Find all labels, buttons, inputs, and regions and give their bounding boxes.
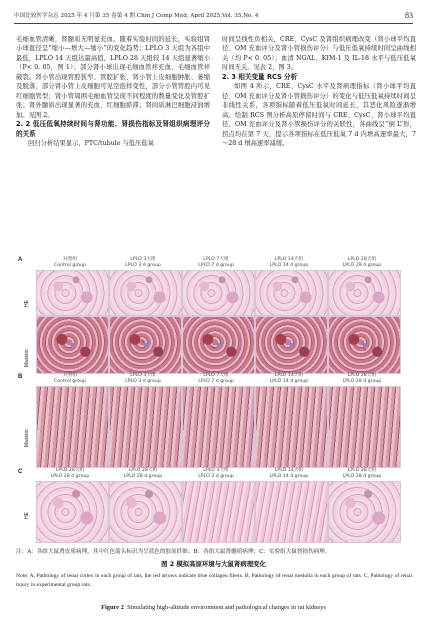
section-heading-2-3: 2. 3 相关变量 RCS 分析 — [222, 72, 298, 81]
section-heading-2-2: 2. 2 低压低氧持续时间与肾功能、肾损伤指标及肾组织病理评分的关系 — [16, 120, 210, 138]
micrograph-injury-2 — [109, 481, 182, 543]
micrograph-he-7d — [182, 270, 255, 316]
left-paragraph-1: 毛细血管清晰，肾髓质无明显充血。随着实验时间的延长，实验组肾小球直径呈“缩小—增大—缩小”的变化趋势；LPLO 3 天组为各组中最低，LPLO 14 天组达最高值，LPLO 28 天组较 14 天组显著缩小（P< 0. 05，图 1）；部分肾小球出现毛细血管袢充血、毛细血管袢破裂。肾小管出现管腔狭窄、管腔扩张、肾小管上皮细胞肿胀、萎缩及脱落，部分肾小管上皮细胞可见空泡样变性，部分小管管腔内可见红细胞管型；肾小管周围毛细血管呈现不同程度的数量变化及管腔扩张；肾外髓质出现显著的充血，红细胞瘀滞；肾间质淋巴细胞浸润增加。见图 2。 — [16, 36, 210, 119]
row-label-masson: Masson — [24, 349, 30, 367]
figure-note-en: Note. A, Pathology of renal cortex in each group of rats, the red arrows indicate blue collagen fibers. B, Pathology of renal medulla in each group of rats. C, Pathology of renal injury in experimental group rats. — [16, 573, 412, 588]
micrograph-he-3d — [109, 270, 182, 316]
figure-caption-en — [0, 604, 427, 611]
micrograph-he-control — [36, 270, 109, 316]
red-arrow-icon: ➘ — [362, 346, 368, 353]
row-label-he: HE — [24, 300, 30, 307]
col-header: LPLO 14天组 LPLO 14 d group — [269, 257, 309, 268]
micrograph-injury-4 — [255, 481, 328, 543]
right-column — [222, 35, 416, 149]
micrograph-medulla-14d — [255, 386, 328, 468]
right-paragraph-1: 时间呈线性负相关，CRE、CysC 及肾组织病理改变（肾小球平均直径、OM 充血评分及肾小管损伤评分）与低压低氧持续时间呈曲线相关（均 P< 0. 05）；血清 NGAL、KIM-1 及 IL-18 水平与低压低氧时间无关。见表 2，图 3。 — [222, 36, 416, 72]
figure-title-en: Simulating high-altitude environment and pathological changes in rat kidneys — [127, 604, 326, 611]
header-rule — [14, 23, 413, 24]
page-number: 83 — [405, 10, 413, 20]
figure-number: Figure 2 — [101, 604, 124, 611]
micrograph-he-28d — [328, 270, 401, 316]
row-label-masson-b: Masson — [24, 429, 30, 447]
micrograph-medulla-28d — [328, 386, 401, 468]
micrograph-medulla-7d — [182, 386, 255, 468]
micrograph-injury-3 — [182, 481, 255, 543]
right-paragraph-2: 如图 4 所示，CRE、CysC 水平及肾病理指标（肾小球平均直径、OM 充血评分及肾小管损伤评分）的变化与低压低氧持续时间呈非线性关系，各项指标随着低压低氧时间延长，其恶化风险逐渐增高。绘制 RCS 图分析高原停留时间与 CRE、CysC、肾小球平均直径、OM 充血评分及肾小管损伤评分的关联性，各曲线呈“倒 L”形，拐点均在第 7 天，提示各项指标在低压低氧 7 d 内增高速率最大，7～28 d 增高速率减缓。 — [222, 83, 416, 148]
col-header: LPLO 28天组 LPLO 28 d group — [123, 468, 163, 479]
micrograph-he-14d — [255, 270, 328, 316]
col-header: LPLO 28天组 LPLO 28 d group — [342, 257, 382, 268]
running-header — [14, 9, 413, 21]
journal-info: 中国比较医学杂志 2025 年 4 月第 35 卷第 4 期 Chin J Comp Med, April 2025,Vol. 35,No. 4 — [14, 13, 259, 19]
col-header: LPLO 14天组 LPLO 14 d group — [269, 373, 309, 384]
micrograph-medulla-control — [36, 386, 109, 468]
panel-a-label: A — [18, 257, 23, 263]
left-paragraph-2: 回归分析结果显示，PTC/tubule 与低压低氧 — [28, 140, 154, 148]
panel-c-label: C — [18, 469, 23, 475]
col-header: LPLO 14天组 LPLO 14 d group — [269, 468, 309, 479]
red-arrow-icon: ➘ — [211, 344, 217, 351]
col-header: LPLO 28天组 LPLO 28 d group — [342, 468, 382, 479]
col-header: LPLO 3天组 LPLO 3 d group — [125, 373, 161, 384]
figure-caption-cn: 图 2 模拟高原环境与大鼠肾病理变化 — [161, 560, 266, 568]
micrograph-medulla-3d — [109, 386, 182, 468]
micrograph-injury-5 — [328, 481, 401, 543]
row-label-he-c: HE — [24, 512, 30, 519]
col-header: 对照组 Control group — [53, 257, 87, 268]
figure-note-cn: 注：A：各组大鼠肾皮质病理，其中红色箭头标识为呈蓝色的胶原纤维；B：各组大鼠肾髓质病理；C：实验组大鼠肾损伤病理。 — [16, 549, 331, 555]
col-header: LPLO 7天组 LPLO 7 d group — [198, 373, 234, 384]
col-header: LPLO 3天组 LPLO 3 d group — [198, 468, 234, 479]
micrograph-injury-1 — [36, 481, 109, 543]
col-header: LPLO 28天组 LPLO 28 d group — [50, 468, 90, 479]
left-column — [16, 35, 210, 149]
micrograph-masson-3d — [109, 316, 182, 374]
col-header: LPLO 28天组 LPLO 28 d group — [342, 373, 382, 384]
micrograph-masson-28d — [328, 316, 401, 374]
panel-b-label: B — [18, 374, 23, 380]
col-header: 对照组 Control group — [53, 373, 87, 384]
micrograph-masson-control — [36, 316, 109, 374]
red-arrow-icon: ➘ — [140, 338, 146, 345]
col-header: LPLO 7天组 LPLO 7 d group — [198, 257, 234, 268]
red-arrow-icon: ➘ — [280, 340, 286, 347]
col-header: LPLO 3天组 LPLO 3 d group — [125, 257, 161, 268]
micrograph-masson-7d — [182, 316, 255, 374]
figure-2 — [18, 257, 408, 547]
micrograph-masson-14d — [255, 316, 328, 374]
